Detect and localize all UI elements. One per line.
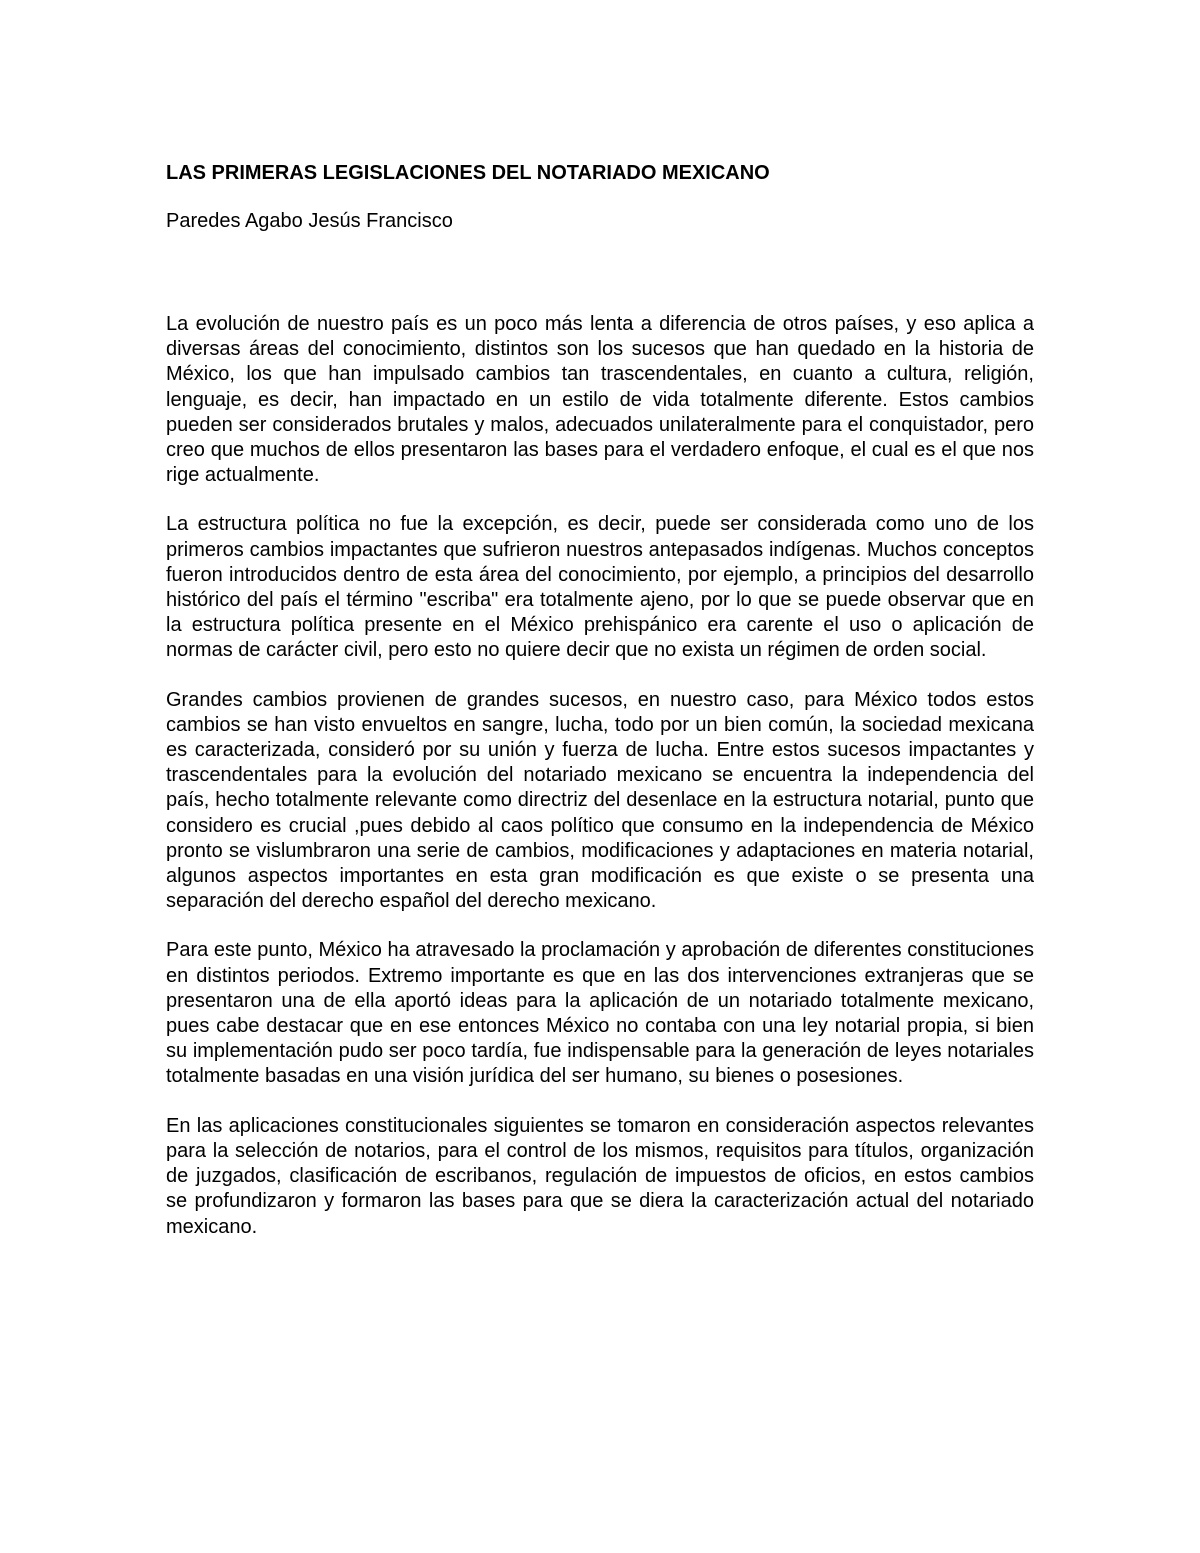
document-page xyxy=(166,158,1034,1264)
paragraph-2: La estructura política no fue la excepción, es decir, puede ser considerada como uno de los primeros cambios impactantes que sufrieron nuestros antepasados indígenas. Muchos conceptos fueron introducidos dentro de esta área del conocimiento, por ejemplo, a principios del desarrollo histórico del país el término "escriba" era totalmente ajeno, por lo que se puede observar que en la estructura política presente en el México prehispánico era carente el uso o aplicación de normas de carácter civil, pero esto no quiere decir que no exista un régimen de orden social. xyxy=(166,513,1034,662)
paragraph-1: La evolución de nuestro país es un poco más lenta a diferencia de otros países, y eso aplica a diversas áreas del conocimiento, distintos son los sucesos que han quedado en la historia de México, los que han impulsado cambios tan trascendentales, en cuanto a cultura, religión, lenguaje, es decir, han impactado en un estilo de vida totalmente diferente. Estos cambios pueden ser considerados brutales y malos, adecuados unilateralmente para el conquistador, pero creo que muchos de ellos presentaron las bases para el verdadero enfoque, el cual es el que nos rige actualmente. xyxy=(166,313,1034,487)
document-body xyxy=(166,312,1034,1240)
document-title: LAS PRIMERAS LEGISLACIONES DEL NOTARIADO MEXICANO xyxy=(166,162,770,184)
paragraph-3: Grandes cambios provienen de grandes sucesos, en nuestro caso, para México todos estos cambios se han visto envueltos en sangre, lucha, todo por un bien común, la sociedad mexicana es caracterizada, consideró por su unión y fuerza de lucha. Entre estos sucesos impactantes y trascendentales para la evolución del notariado mexicano se encuentra la independencia del país, hecho totalmente relevante como directriz del desenlace en la estructura notarial, punto que considero es crucial ,pues debido al caos político que consumo en la independencia de México pronto se vislumbraron una serie de cambios, modificaciones y adaptaciones en materia notarial, algunos aspectos importantes en esta gran modificación es que existe o se presenta una separación del derecho español del derecho mexicano. xyxy=(166,688,1034,913)
document-author: Paredes Agabo Jesús Francisco xyxy=(166,210,453,232)
paragraph-5: En las aplicaciones constitucionales siguientes se tomaron en consideración aspectos relevantes para la selección de notarios, para el control de los mismos, requisitos para títulos, organización de juzgados, clasificación de escribanos, regulación de impuestos de oficios, en estos cambios se profundizaron y formaron las bases para que se diera la caracterización actual del notariado mexicano. xyxy=(166,1114,1034,1238)
paragraph-4: Para este punto, México ha atravesado la proclamación y aprobación de diferentes constituciones en distintos periodos. Extremo importante es que en las dos intervenciones extranjeras que se presentaron una de ella aportó ideas para la aplicación de un notariado totalmente mexicano, pues cabe destacar que en ese entonces México no contaba con una ley notarial propia, si bien su implementación pudo ser poco tardía, fue indispensable para la generación de leyes notariales totalmente basadas en una visión jurídica del ser humano, su bienes o posesiones. xyxy=(166,939,1034,1088)
